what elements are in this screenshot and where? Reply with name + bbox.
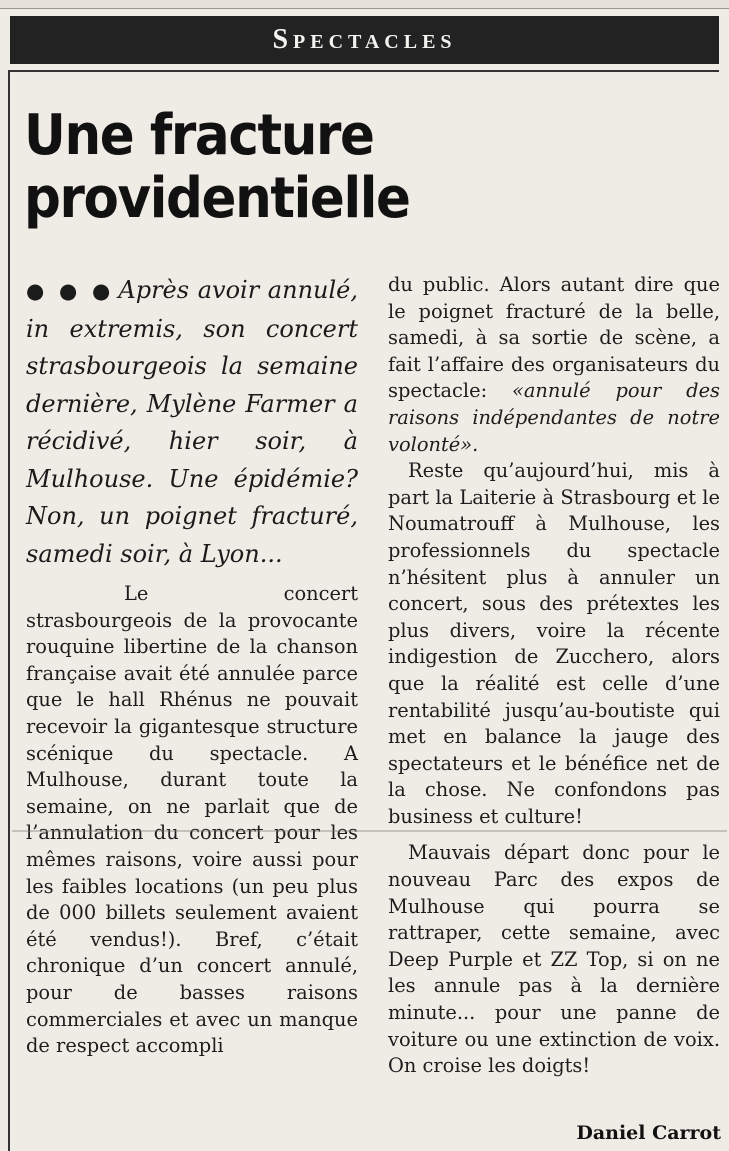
organisers-quote: «annulé pour des raisons indépendantes de notre volonté». bbox=[388, 379, 720, 456]
author-signature: Daniel Carrot bbox=[576, 1122, 721, 1144]
section-rubric: Spectacles bbox=[10, 16, 719, 64]
article-lead bbox=[26, 272, 358, 573]
frame-top-rule bbox=[8, 70, 719, 72]
paper-fold-line bbox=[12, 830, 727, 832]
body-paragraph-1: Le concert strasbourgeois de la provocante rouquine libertine de la chanson française avait été annulée parce que le hall Rhénus ne pouvait recevoir la gigantesque structure scénique du spectacle. A Mulhouse, durant toute la semaine, on ne parlait que de l’annulation du concert pour les mêmes raisons, voire aussi pour les faibles locations (un peu plus de 000 billets seulement avaient été vendus!). Bref, c’était chronique d’un concert annulé, pour de basses raisons commerciales et avec un manque de respect accompli bbox=[26, 582, 358, 1058]
body-paragraph-1-continued bbox=[388, 272, 720, 458]
lead-bullets: ● ● ● bbox=[26, 279, 115, 303]
frame-left-rule bbox=[8, 70, 10, 1151]
article-headline: Une fracture providentielle bbox=[24, 103, 410, 231]
paragraph-continuation: du public. Alors autant dire que le poignet fracturé de la belle, samedi, à sa sortie de scène, a fait l’affaire des organisateurs du spectacle: bbox=[388, 273, 720, 403]
lead-text: Après avoir annulé, in extremis, son concert strasbourgeois la semaine dernière, Mylène Farmer a récidivé, hier soir, à Mulhouse. Une épidémie? Non, un poignet fracturé, samedi soir, à Lyon... bbox=[26, 276, 358, 568]
body-paragraph-2: Reste qu’aujourd’hui, mis à part la Laiterie à Strasbourg et le Noumatrouff à Mulhouse, les professionnels du spectacle n’hésitent plus à annuler un concert, sous des prétextes les plus divers, voire la récente indigestion de Zucchero, alors que la réalité est celle d’une rentabilité jusqu’au-boutiste qui met en balance la jauge des spectateurs et le bénéfice net de la chose. Ne confondons pas business et culture! bbox=[388, 459, 720, 828]
column-right bbox=[388, 272, 720, 1080]
body-paragraph-3: Mauvais départ donc pour le nouveau Parc des expos de Mulhouse qui pourra se rattraper, cette semaine, avec Deep Purple et ZZ Top, si on ne les annule pas à la dernière minute... pour une panne de voiture ou une extinction de voix. On croise les doigts! bbox=[388, 841, 720, 1078]
column-left bbox=[26, 272, 358, 1060]
top-rule bbox=[0, 0, 729, 9]
